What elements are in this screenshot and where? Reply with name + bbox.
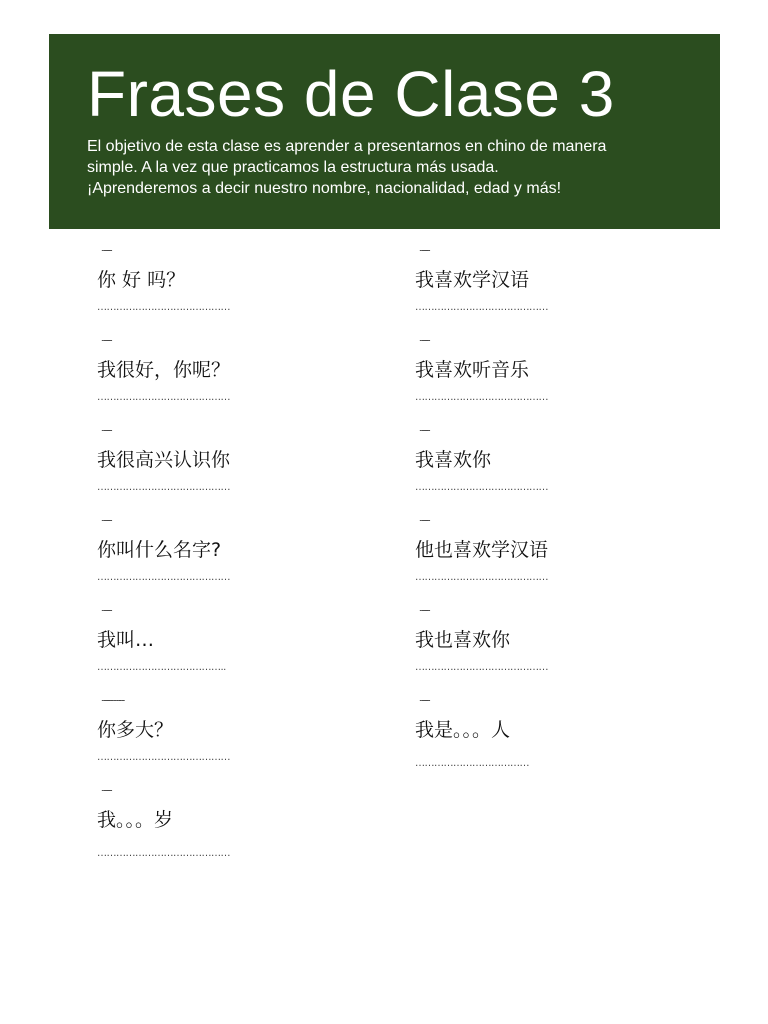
translation-blank: ...................... (101, 694, 124, 703)
translation-blank: .......... (419, 694, 430, 703)
translation-blank: .......... (101, 424, 112, 433)
intro-line: ¡Aprenderemos a decir nuestro nombre, nacionalidad, edad y más! (87, 180, 562, 197)
chinese-phrase: 我是。。。人 (415, 719, 511, 741)
chinese-phrase: 我喜欢你 (415, 449, 492, 471)
phrase-entry (97, 693, 397, 783)
answer-line: …………………………………… (415, 302, 548, 313)
translation-blank: .......... (419, 424, 430, 433)
intro-line: El objetivo de esta clase es aprender a presentarnos en chino de manera (87, 138, 607, 155)
intro-text (87, 136, 707, 199)
phrase-column-left (97, 243, 397, 873)
chinese-phrase: 我。。。岁 (97, 809, 174, 831)
phrase-entry (97, 783, 397, 873)
chinese-phrase: 他也喜欢学汉语 (415, 539, 549, 561)
answer-line: …………………………………… (415, 572, 548, 583)
phrase-entry (97, 603, 397, 693)
chinese-phrase: 你 好 吗？ (97, 269, 186, 291)
translation-blank: .......... (419, 604, 430, 613)
answer-line: ………………………………….. (97, 662, 226, 673)
phrase-entry (97, 513, 397, 603)
answer-line: …………………………………… (97, 572, 230, 583)
phrase-entry (97, 423, 397, 513)
chinese-phrase: 我喜欢学汉语 (415, 269, 530, 291)
intro-line: simple. A la vez que practicamos la estructura más usada. (87, 159, 499, 176)
chinese-phrase: 你多大？ (97, 719, 174, 741)
answer-line: …………………………………… (415, 662, 548, 673)
translation-blank: .......... (101, 784, 112, 793)
phrase-entry (415, 693, 715, 783)
phrase-entry (415, 423, 715, 513)
translation-blank: .......... (101, 604, 112, 613)
translation-blank: .......... (101, 334, 112, 343)
phrase-entry (415, 243, 715, 333)
chinese-phrase: 我叫… (97, 629, 155, 651)
phrase-entry (415, 513, 715, 603)
answer-line: ……………………………… (415, 758, 529, 769)
chinese-phrase: 你叫什么名字? (97, 539, 222, 561)
answer-line: …………………………………… (97, 752, 230, 763)
phrase-entry (97, 333, 397, 423)
chinese-phrase: 我很高兴认识你 (97, 449, 231, 471)
page-title: Frases de Clase 3 (87, 58, 615, 130)
translation-blank: .......... (101, 244, 112, 253)
answer-line: …………………………………… (97, 848, 230, 859)
phrase-column-right (415, 243, 715, 783)
answer-line: …………………………………… (97, 302, 230, 313)
chinese-phrase: 我也喜欢你 (415, 629, 511, 651)
translation-blank: .......... (419, 334, 430, 343)
translation-blank: .......... (419, 244, 430, 253)
phrase-entry (97, 243, 397, 333)
phrase-entry (415, 603, 715, 693)
header-banner (49, 34, 720, 229)
answer-line: …………………………………… (97, 392, 230, 403)
answer-line: …………………………………… (97, 482, 230, 493)
translation-blank: .......... (101, 514, 112, 523)
phrase-entry (415, 333, 715, 423)
answer-line: …………………………………… (415, 482, 548, 493)
chinese-phrase: 我喜欢听音乐 (415, 359, 530, 381)
answer-line: …………………………………… (415, 392, 548, 403)
translation-blank: .......... (419, 514, 430, 523)
chinese-phrase: 我很好，你呢？ (97, 359, 231, 381)
